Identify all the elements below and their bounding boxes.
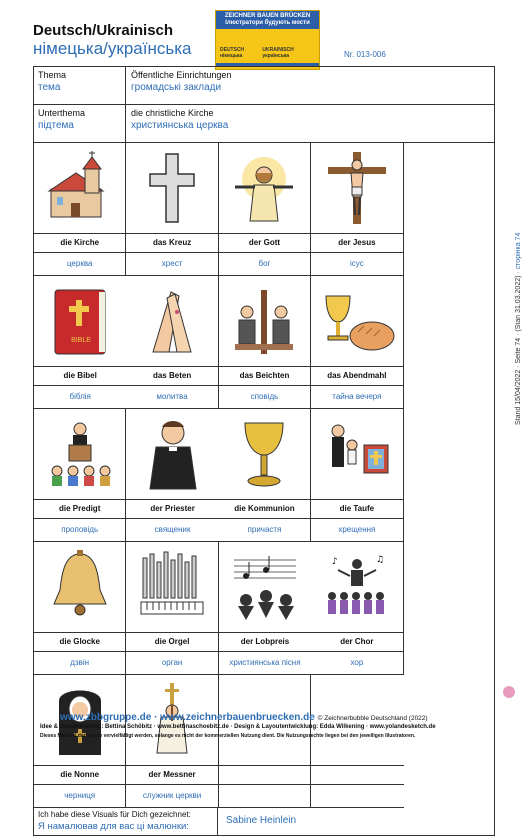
word-ukrainian: християнська пісня [229, 658, 301, 667]
side-text-uk: сторінка 74 [515, 232, 522, 270]
unterthema-label-uk: підтема [38, 120, 74, 131]
word-ukrainian: біблія [69, 392, 91, 401]
title-ukrainian: німецька/українська [33, 39, 192, 58]
logo-left: DEUTSCH німецька [220, 47, 245, 59]
sermon-icon [34, 409, 125, 500]
svg-text:♫: ♫ [375, 555, 384, 565]
bible-icon [34, 276, 126, 367]
word-ukrainian [219, 785, 310, 807]
word-german: die Kirche [34, 234, 125, 253]
word-ukrainian: ісус [350, 259, 364, 268]
cross-icon [126, 143, 217, 234]
vocab-card [219, 409, 311, 542]
footer-copyright: © Zeichnerbubble Deutschland (2022) [317, 715, 428, 722]
word-german: die Glocke [34, 633, 125, 652]
word-ukrainian: хрещення [338, 525, 376, 534]
worship-song-icon [219, 542, 311, 633]
svg-text:♪: ♪ [331, 557, 338, 567]
topic-row [34, 67, 494, 105]
unterthema-value-uk: християнська церква [131, 120, 229, 131]
vocab-card [34, 143, 126, 276]
word-german: die Taufe [311, 500, 402, 519]
vocabulary-cards [34, 143, 494, 808]
vocab-card [126, 143, 218, 276]
chalice-icon [219, 409, 310, 500]
organ-icon [126, 542, 217, 633]
word-german [311, 766, 403, 785]
word-german: der Jesus [311, 234, 402, 253]
word-ukrainian: проповідь [61, 525, 99, 534]
word-ukrainian: хор [350, 658, 364, 667]
confession-icon-svg [225, 282, 303, 360]
choir-icon [311, 542, 402, 633]
vocab-card [311, 409, 403, 542]
word-ukrainian: молитва [156, 392, 188, 401]
choir-icon-svg [318, 548, 396, 626]
side-text-de: Stand 15/04/2022 · Seite 74 · (Stan 31.03.2022) · [515, 269, 522, 425]
god-icon [219, 143, 310, 234]
word-ukrainian: дзвін [70, 658, 90, 667]
word-german: die Predigt [34, 500, 125, 519]
organ-icon-svg [133, 548, 211, 626]
vocab-card [34, 542, 126, 675]
word-german: der Chor [311, 633, 402, 652]
title-german: Deutsch/Ukrainisch [33, 22, 174, 39]
word-ukrainian: священик [154, 525, 191, 534]
communion-bread-icon-svg [318, 282, 396, 360]
god-icon-svg [225, 149, 303, 227]
vocab-card [219, 276, 311, 409]
pink-dot-icon [503, 686, 515, 698]
word-german: der Priester [126, 500, 218, 519]
crucifix-icon-svg [318, 149, 396, 227]
subtopic-row [34, 105, 494, 143]
praying-hands-icon [126, 276, 217, 367]
word-german: die Bibel [34, 367, 126, 386]
unterthema-value-de: die christliche Kirche [131, 108, 214, 118]
cross-icon-svg [133, 149, 211, 227]
thema-value-uk: громадські заклади [131, 82, 222, 93]
vocab-card [311, 542, 403, 675]
word-german: der Messner [126, 766, 217, 785]
side-date-stamp [515, 233, 522, 425]
vocab-card [34, 675, 126, 808]
word-german [219, 766, 310, 785]
unterthema-label-de: Unterthema [38, 108, 86, 118]
vocab-card [219, 542, 311, 675]
crucifix-icon [311, 143, 402, 234]
word-german: das Beten [126, 367, 217, 386]
vocab-card [126, 276, 218, 409]
communion-bread-icon [311, 276, 402, 367]
bible-icon-svg [41, 282, 119, 360]
priest-icon [126, 409, 218, 500]
word-german: das Beichten [219, 367, 310, 386]
word-ukrainian: бог [258, 259, 271, 268]
vocab-card [126, 409, 218, 542]
baptism-icon [311, 409, 402, 500]
word-ukrainian: орган [161, 658, 183, 667]
credit-uk: Я намалював для вас ці малюнки: [38, 821, 189, 832]
word-ukrainian: церква [66, 259, 93, 268]
footer-links[interactable] [60, 712, 428, 723]
word-ukrainian: служник церкви [142, 791, 202, 800]
thema-label-uk: тема [38, 82, 61, 93]
credit-de: Ich habe diese Visuals für Dich gezeichnet: [38, 810, 191, 819]
footer-license: Dieses Material darf gerne vervielfältigt werden, solange es nicht der kommerziellen Nutzung dient. Die Nutzungsrechte liegen bei den jeweiligen Illustratoren. [40, 733, 416, 739]
vocab-card [34, 409, 126, 542]
footer-credits: Idee & Gesamtleitung: Bettina Schöbitz · www.bettinaschoebitz.de · Design & Layoutentwicklung: Edda Wilkening · www.yolandesketch.de [40, 724, 436, 730]
church-icon [34, 143, 125, 234]
priest-icon-svg [134, 415, 212, 493]
footer-links-text[interactable]: www.zbbgruppe.de · www.zeichnerbauenbruecken.de [60, 712, 315, 723]
word-ukrainian: причастя [247, 525, 282, 534]
word-german: der Gott [219, 234, 310, 253]
vocab-card [219, 143, 311, 276]
word-german: das Kreuz [126, 234, 217, 253]
confession-icon [219, 276, 310, 367]
chalice-icon-svg [225, 415, 303, 493]
word-ukrainian: черниця [64, 791, 96, 800]
sheet-number: Nr. 013-006 [344, 50, 386, 59]
empty-card [219, 675, 311, 808]
worship-song-icon-svg [226, 548, 304, 626]
vocab-card [311, 143, 403, 276]
vocab-card [126, 542, 218, 675]
zeichner-bauen-bruecken-logo [215, 10, 320, 70]
word-ukrainian: хрест [161, 259, 183, 268]
vocab-card [311, 276, 403, 409]
vocab-card [126, 675, 218, 808]
vocab-card [34, 276, 126, 409]
logo-right: UKRAINISCH українська [262, 47, 294, 59]
baptism-icon-svg [318, 415, 396, 493]
word-german: die Kommunion [219, 500, 310, 519]
thema-value-de: Öffentliche Einrichtungen [131, 70, 232, 80]
word-german: das Abendmahl [311, 367, 402, 386]
word-ukrainian [311, 785, 403, 807]
church-icon-svg [41, 149, 119, 227]
illustrator-name: Sabine Heinlein [226, 815, 297, 826]
praying-hands-icon-svg [133, 282, 211, 360]
logo-line2: Ілюстратори будують мости [225, 20, 310, 26]
word-ukrainian: тайна вечеря [332, 392, 382, 401]
sermon-icon-svg [41, 415, 119, 493]
bell-icon-svg [41, 548, 119, 626]
logo-line1: ZEICHNER BAUEN BRÜCKEN [224, 13, 311, 19]
bell-icon [34, 542, 125, 633]
word-german: der Lobpreis [219, 633, 311, 652]
word-ukrainian: сповідь [250, 392, 279, 401]
thema-label-de: Thema [38, 70, 67, 80]
svg-text:BIBLE: BIBLE [71, 337, 92, 344]
illustrator-credit [34, 808, 494, 835]
empty-card [311, 675, 403, 808]
word-german: die Nonne [34, 766, 125, 785]
word-german: die Orgel [126, 633, 217, 652]
